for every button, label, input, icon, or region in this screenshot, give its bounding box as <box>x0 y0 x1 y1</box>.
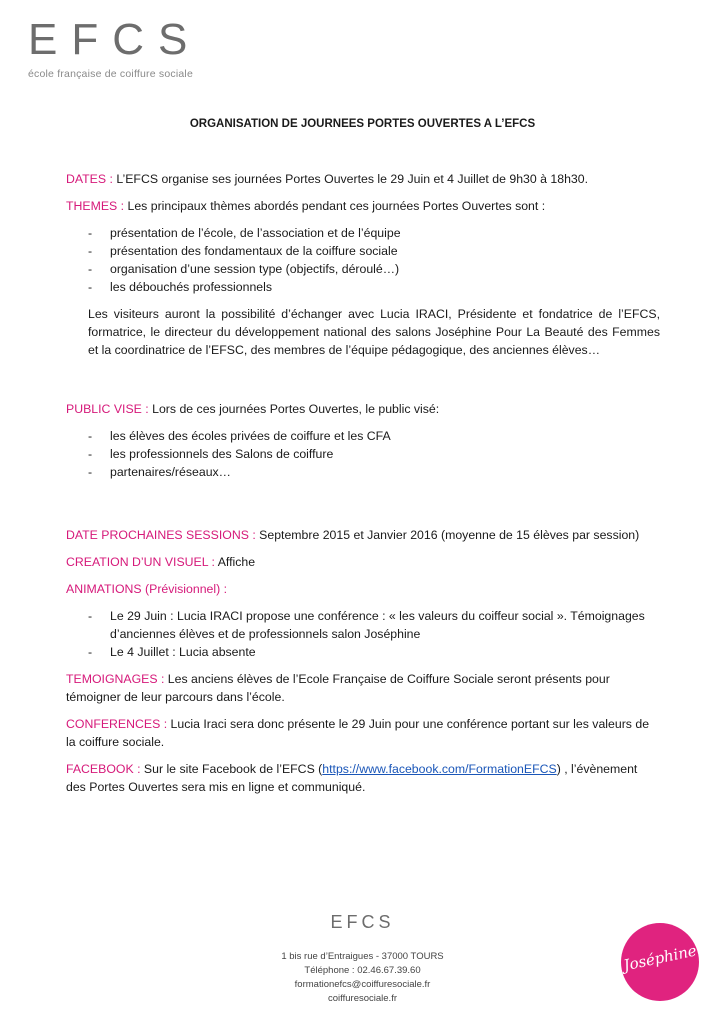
themes-paragraph <box>66 197 660 215</box>
josephine-logo-text: Joséphine <box>621 941 699 975</box>
visuel-paragraph <box>66 553 660 571</box>
animations-paragraph <box>66 580 660 598</box>
list-item: - les débouchés professionnels <box>88 278 660 296</box>
list-item: - Le 4 Juillet : Lucia absente <box>88 643 660 661</box>
facebook-link[interactable]: https://www.facebook.com/FormationEFCS <box>322 762 557 776</box>
list-item: - partenaires/réseaux… <box>88 463 660 481</box>
list-item: - les professionnels des Salons de coiffure <box>88 445 660 463</box>
themes-text: Les principaux thèmes abordés pendant ces journées Portes Ouvertes sont : <box>124 199 546 213</box>
temoignages-label: TEMOIGNAGES : <box>66 672 165 686</box>
footer-logo: EFCS <box>330 912 395 932</box>
logo-subtitle: école française de coiffure sociale <box>28 68 193 80</box>
footer-website: coiffuresociale.fr <box>328 993 397 1004</box>
list-item: - présentation des fondamentaux de la coiffure sociale <box>88 242 660 260</box>
public-paragraph <box>66 400 660 418</box>
visuel-text: Affiche <box>214 555 256 569</box>
facebook-paragraph <box>66 760 660 796</box>
conferences-text: Lucia Iraci sera donc présente le 29 Juin pour une conférence portant sur les valeurs de la coiffure sociale. <box>66 717 650 749</box>
dates-text: L’EFCS organise ses journées Portes Ouvertes le 29 Juin et 4 Juillet de 9h30 à 18h30. <box>112 172 589 186</box>
document-body <box>66 170 660 805</box>
themes-list <box>66 224 660 296</box>
visuel-label: CREATION D’UN VISUEL : <box>66 555 215 569</box>
list-item: - présentation de l’école, de l’association et de l’équipe <box>88 224 660 242</box>
temoignages-text: Les anciens élèves de l’Ecole Française de Coiffure Sociale seront présents pour témoigner de leur parcours dans l’école. <box>66 672 610 704</box>
conferences-label: CONFERENCES : <box>66 717 168 731</box>
list-item: - Le 29 Juin : Lucia IRACI propose une conférence : « les valeurs du coiffeur social ». Témoignages d’anciennes élèves et de professionnels salon Joséphine <box>88 607 660 643</box>
list-item: - les élèves des écoles privées de coiffure et les CFA <box>88 427 660 445</box>
facebook-label: FACEBOOK : <box>66 762 141 776</box>
sessions-paragraph <box>66 526 660 544</box>
facebook-text-before: Sur le site Facebook de l’EFCS ( <box>140 762 323 776</box>
efcs-logo <box>28 15 202 80</box>
dates-paragraph <box>66 170 660 188</box>
animations-list <box>66 607 660 661</box>
sessions-label: DATE PROCHAINES SESSIONS : <box>66 528 256 542</box>
visitors-paragraph: Les visiteurs auront la possibilité d’échanger avec Lucia IRACI, Présidente et fondatrice de l’EFCS, formatrice, le directeur du développement national des salons Joséphine Pour La Beauté des Femmes et la coordinatrice de l’EFSC, des membres de l’équipe pédagogique, des anciennes élèves… <box>88 307 660 357</box>
public-label: PUBLIC VISE : <box>66 402 149 416</box>
themes-label: THEMES : <box>66 199 125 213</box>
conferences-paragraph <box>66 715 660 751</box>
facebook-text-after: ) , l’évènement des Portes Ouvertes sera mis en ligne et communiqué. <box>66 762 638 794</box>
public-text: Lors de ces journées Portes Ouvertes, le public visé: <box>148 402 440 416</box>
logo-mark: EFCS <box>28 15 202 64</box>
josephine-logo <box>621 923 699 1001</box>
footer-email: formationefcs@coiffuresociale.fr <box>294 979 431 990</box>
page-title: ORGANISATION DE JOURNEES PORTES OUVERTES A L’EFCS <box>189 118 536 130</box>
animations-label: ANIMATIONS (Prévisionnel) : <box>66 582 228 596</box>
footer-phone: Téléphone : 02.46.67.39.60 <box>304 965 421 976</box>
sessions-text: Septembre 2015 et Janvier 2016 (moyenne de 15 élèves par session) <box>255 528 640 542</box>
public-list <box>66 427 660 481</box>
footer-address: 1 bis rue d’Entraigues - 37000 TOURS <box>281 951 444 962</box>
list-item: - organisation d’une session type (objectifs, déroulé…) <box>88 260 660 278</box>
dates-label: DATES : <box>66 172 113 186</box>
temoignages-paragraph <box>66 670 660 706</box>
footer <box>0 912 725 1006</box>
